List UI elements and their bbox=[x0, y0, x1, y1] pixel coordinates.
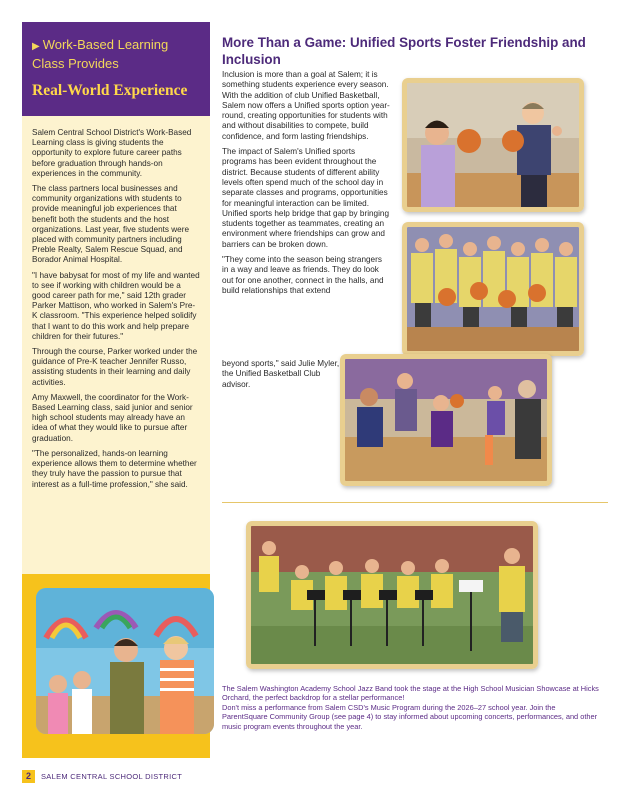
page-footer bbox=[22, 768, 322, 784]
sidebar-paragraph: "The personalized, hands-on learning experience allows them to determine whether they truly have the passion to pursue that interest as a full-time profession," she said. bbox=[32, 448, 197, 489]
sidebar-paragraph: Amy Maxwell, the coordinator for the Work-Based Learning class, said junior and senior high school students may already have an idea of what they would like to pursue after graduation. bbox=[32, 392, 193, 443]
sidebar-paragraph: Salem Central School District's Work-Based Learning class is giving students the opportunity to explore future career paths before graduation through hands-on experiences in the community. bbox=[32, 128, 192, 178]
sidebar-kicker bbox=[32, 36, 200, 72]
sidebar-header bbox=[22, 22, 210, 116]
article-quote: "They come into the season being strangers in a way and leave as friends. They do look out for one another, connect in the halls, and build relationships that extend bbox=[222, 255, 384, 295]
article-paragraph: Inclusion is more than a goal at Salem; it is something students experience every season. With the addition of club Unified Basketball, Salem now offers a Unified sports option year-round, creating opportunities for students with and without disabilities to compete, build confidence, and form lasting friendships. bbox=[222, 70, 390, 141]
article-paragraph: The impact of Salem's Unified sports programs has been evident throughout the district. Because students of different ability levels often spend much of the school day in separate classes and programs, opportunities for meaningful interaction can be limited. Unified sports help bridge that gap by bringing students together as teammates, creating an environment where friendships can grow and barriers can be broken down. bbox=[222, 147, 390, 249]
team-photo bbox=[402, 222, 584, 356]
sidebar-paragraph: The class partners local businesses and community organizations with students to provide meaningful job experiences that benefit both the students and the host organizations. Last year, five students were placed with community partners including Preble Realty, Salem Rescue Squad, and Borador Animal Hospital. bbox=[32, 184, 190, 265]
classroom-photo bbox=[36, 588, 214, 734]
section-divider bbox=[222, 502, 608, 503]
article-body bbox=[222, 70, 390, 301]
sidebar-paragraph: "I have babysat for most of my life and wanted to see if working with children would be a good career path for me," said 12th grader Parker Mattison, who worked in Salem's Pre-K classroom. "This experience helped solidify that I want to do this work and help prepare children for their futures." bbox=[32, 270, 200, 341]
caption-line: Don't miss a performance from Salem CSD's Music Program during the 2026–27 school year. Join the ParentSquare Community Group (see page 4) to stay informed about upcoming concerts, performances, and other music program events throughout the year. bbox=[222, 702, 598, 731]
sidebar-kicker-text: Work-Based Learning Class Provides bbox=[32, 37, 169, 71]
basketball-game-photo bbox=[340, 354, 552, 486]
basketball-photo-1 bbox=[402, 78, 584, 212]
page-number: 2 bbox=[22, 770, 35, 783]
sidebar-panel bbox=[22, 22, 210, 758]
jazz-band-photo bbox=[246, 521, 538, 669]
sidebar-headline: Real-World Experience bbox=[32, 82, 188, 99]
sidebar-paragraph: Through the course, Parker worked under the guidance of Pre-K teacher Jennifer Russo, assisting students in their learning and daily activities. bbox=[32, 347, 198, 387]
article-title: More Than a Game: Unified Sports Foster Friendship and Inclusion bbox=[222, 35, 586, 67]
district-name: SALEM CENTRAL SCHOOL DISTRICT bbox=[41, 771, 183, 781]
caption-line: The Salem Washington Academy School Jazz Band took the stage at the High School Musician Showcase at Hicks Orchard, the perfect backdrop for a stellar performance! bbox=[222, 684, 599, 703]
article-quote-attribution: beyond sports," said Julie Myler, the Unified Basketball Club advisor. bbox=[222, 359, 340, 389]
chevron-right-icon: ▶ bbox=[32, 41, 40, 52]
sidebar-body bbox=[22, 116, 210, 574]
photo-caption bbox=[222, 684, 602, 731]
